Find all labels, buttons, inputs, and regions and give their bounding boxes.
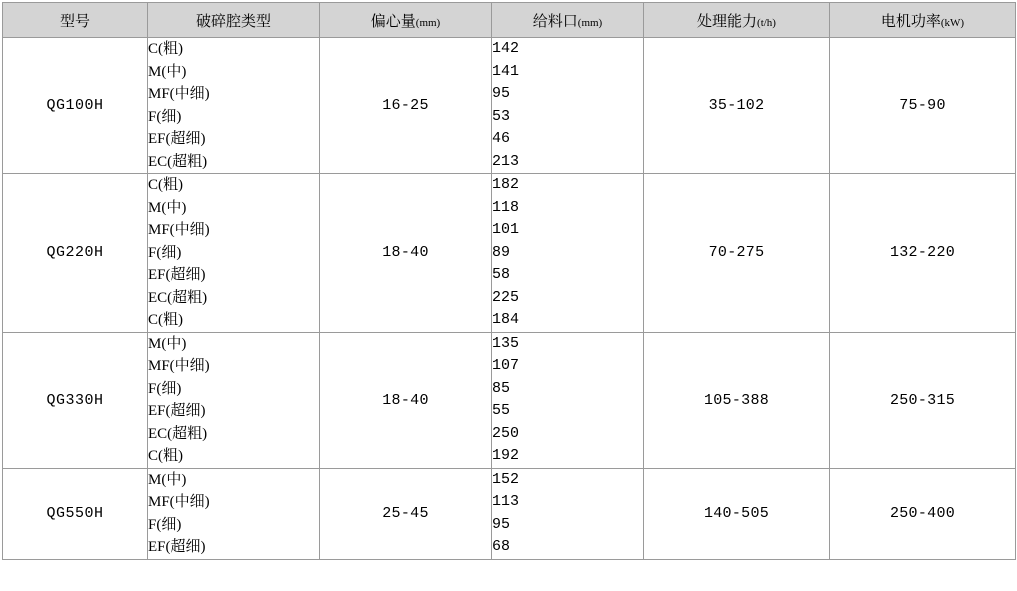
table-row bbox=[3, 38, 1016, 174]
cell-chamber-types bbox=[148, 332, 320, 468]
feed-opening-item: 182 bbox=[492, 176, 520, 193]
cell-model: QG550H bbox=[3, 468, 148, 559]
cell-eccentricity: 25-45 bbox=[320, 468, 492, 559]
chamber-type-item: C(粗) bbox=[148, 177, 183, 193]
cell-model: QG220H bbox=[3, 174, 148, 333]
header-chamber-type bbox=[148, 3, 320, 38]
header-chamber-type-label: 破碎腔类型 bbox=[195, 13, 271, 30]
table-row bbox=[3, 468, 1016, 559]
chamber-type-item: M(中) bbox=[148, 471, 187, 488]
feed-opening-item: 85 bbox=[492, 379, 511, 397]
chamber-type-item: C(粗) bbox=[148, 41, 183, 57]
chamber-type-item: F(细) bbox=[148, 380, 182, 397]
cell-power: 132-220 bbox=[830, 174, 1016, 333]
chamber-type-item: EF(超细) bbox=[148, 539, 206, 555]
feed-opening-item: 46 bbox=[492, 130, 511, 147]
feed-opening-item: 213 bbox=[492, 152, 520, 170]
chamber-type-item: C(粗) bbox=[148, 312, 183, 328]
feed-opening-item: 135 bbox=[492, 334, 520, 352]
header-power-label: 电机功率 bbox=[880, 13, 941, 30]
cell-capacity: 35-102 bbox=[644, 38, 830, 174]
header-capacity-label: 处理能力 bbox=[697, 13, 758, 30]
feed-opening-item: 184 bbox=[492, 311, 520, 328]
cell-power: 250-400 bbox=[830, 468, 1016, 559]
chamber-type-item: C(粗) bbox=[148, 448, 183, 464]
cell-chamber-types bbox=[148, 38, 320, 174]
chamber-type-item: F(细) bbox=[148, 108, 182, 125]
header-model bbox=[3, 3, 148, 38]
cell-eccentricity: 18-40 bbox=[320, 174, 492, 333]
cell-feed-openings bbox=[492, 468, 644, 559]
cell-capacity: 140-505 bbox=[644, 468, 830, 559]
chamber-type-item: M(中) bbox=[148, 335, 187, 352]
header-eccentricity bbox=[320, 3, 492, 38]
feed-opening-item: 68 bbox=[492, 538, 511, 555]
cell-feed-openings bbox=[492, 38, 644, 174]
chamber-type-item: MF(中细) bbox=[148, 86, 210, 102]
chamber-type-item: EF(超细) bbox=[148, 403, 206, 419]
chamber-type-item: F(细) bbox=[148, 244, 182, 261]
feed-opening-item: 192 bbox=[492, 447, 520, 464]
cell-chamber-types bbox=[148, 174, 320, 333]
feed-opening-item: 250 bbox=[492, 424, 520, 442]
chamber-type-item: EF(超细) bbox=[148, 267, 206, 283]
feed-opening-item: 95 bbox=[492, 85, 511, 102]
feed-opening-item: 55 bbox=[492, 402, 511, 419]
header-eccentricity-label: 偏心量 bbox=[370, 13, 416, 30]
chamber-type-item: M(中) bbox=[148, 63, 187, 80]
feed-opening-item: 58 bbox=[492, 266, 511, 283]
cell-model: QG100H bbox=[3, 38, 148, 174]
cell-feed-openings bbox=[492, 332, 644, 468]
feed-opening-item: 152 bbox=[492, 470, 520, 488]
cell-model: QG330H bbox=[3, 332, 148, 468]
header-model-label: 型号 bbox=[59, 13, 90, 30]
feed-opening-item: 53 bbox=[492, 107, 511, 125]
cell-eccentricity: 16-25 bbox=[320, 38, 492, 174]
header-eccentricity-unit: (mm) bbox=[415, 16, 441, 29]
feed-opening-item: 95 bbox=[492, 515, 511, 533]
chamber-type-item: M(中) bbox=[148, 199, 187, 216]
header-feed-opening-unit: (mm) bbox=[577, 16, 603, 29]
header-capacity bbox=[644, 3, 830, 38]
table-header bbox=[3, 3, 1016, 38]
feed-opening-item: 107 bbox=[492, 357, 520, 374]
cell-chamber-types bbox=[148, 468, 320, 559]
table-row bbox=[3, 174, 1016, 333]
header-power-unit: (kW) bbox=[940, 16, 965, 29]
table-row bbox=[3, 332, 1016, 468]
feed-opening-item: 225 bbox=[492, 288, 520, 306]
feed-opening-item: 141 bbox=[492, 62, 520, 80]
chamber-type-item: F(细) bbox=[148, 516, 182, 533]
feed-opening-item: 89 bbox=[492, 243, 511, 261]
chamber-type-item: MF(中细) bbox=[148, 358, 210, 374]
chamber-type-item: MF(中细) bbox=[148, 222, 210, 238]
chamber-type-item: EF(超细) bbox=[148, 131, 206, 147]
chamber-type-item: EC(超粗) bbox=[148, 289, 208, 306]
feed-opening-item: 101 bbox=[492, 221, 520, 238]
feed-opening-item: 118 bbox=[492, 198, 520, 216]
cell-power: 250-315 bbox=[830, 332, 1016, 468]
cell-feed-openings bbox=[492, 174, 644, 333]
header-capacity-unit: (t/h) bbox=[757, 16, 776, 29]
feed-opening-item: 113 bbox=[492, 493, 520, 510]
chamber-type-item: MF(中细) bbox=[148, 494, 210, 510]
table-body bbox=[3, 38, 1016, 560]
chamber-type-item: EC(超粗) bbox=[148, 153, 208, 170]
header-row bbox=[3, 3, 1016, 38]
header-feed-opening bbox=[492, 3, 644, 38]
cell-eccentricity: 18-40 bbox=[320, 332, 492, 468]
specification-table bbox=[2, 2, 1016, 560]
cell-power: 75-90 bbox=[830, 38, 1016, 174]
cell-capacity: 70-275 bbox=[644, 174, 830, 333]
chamber-type-item: EC(超粗) bbox=[148, 425, 208, 442]
header-power bbox=[830, 3, 1016, 38]
header-feed-opening-label: 给料口 bbox=[532, 13, 578, 30]
cell-capacity: 105-388 bbox=[644, 332, 830, 468]
feed-opening-item: 142 bbox=[492, 40, 520, 57]
